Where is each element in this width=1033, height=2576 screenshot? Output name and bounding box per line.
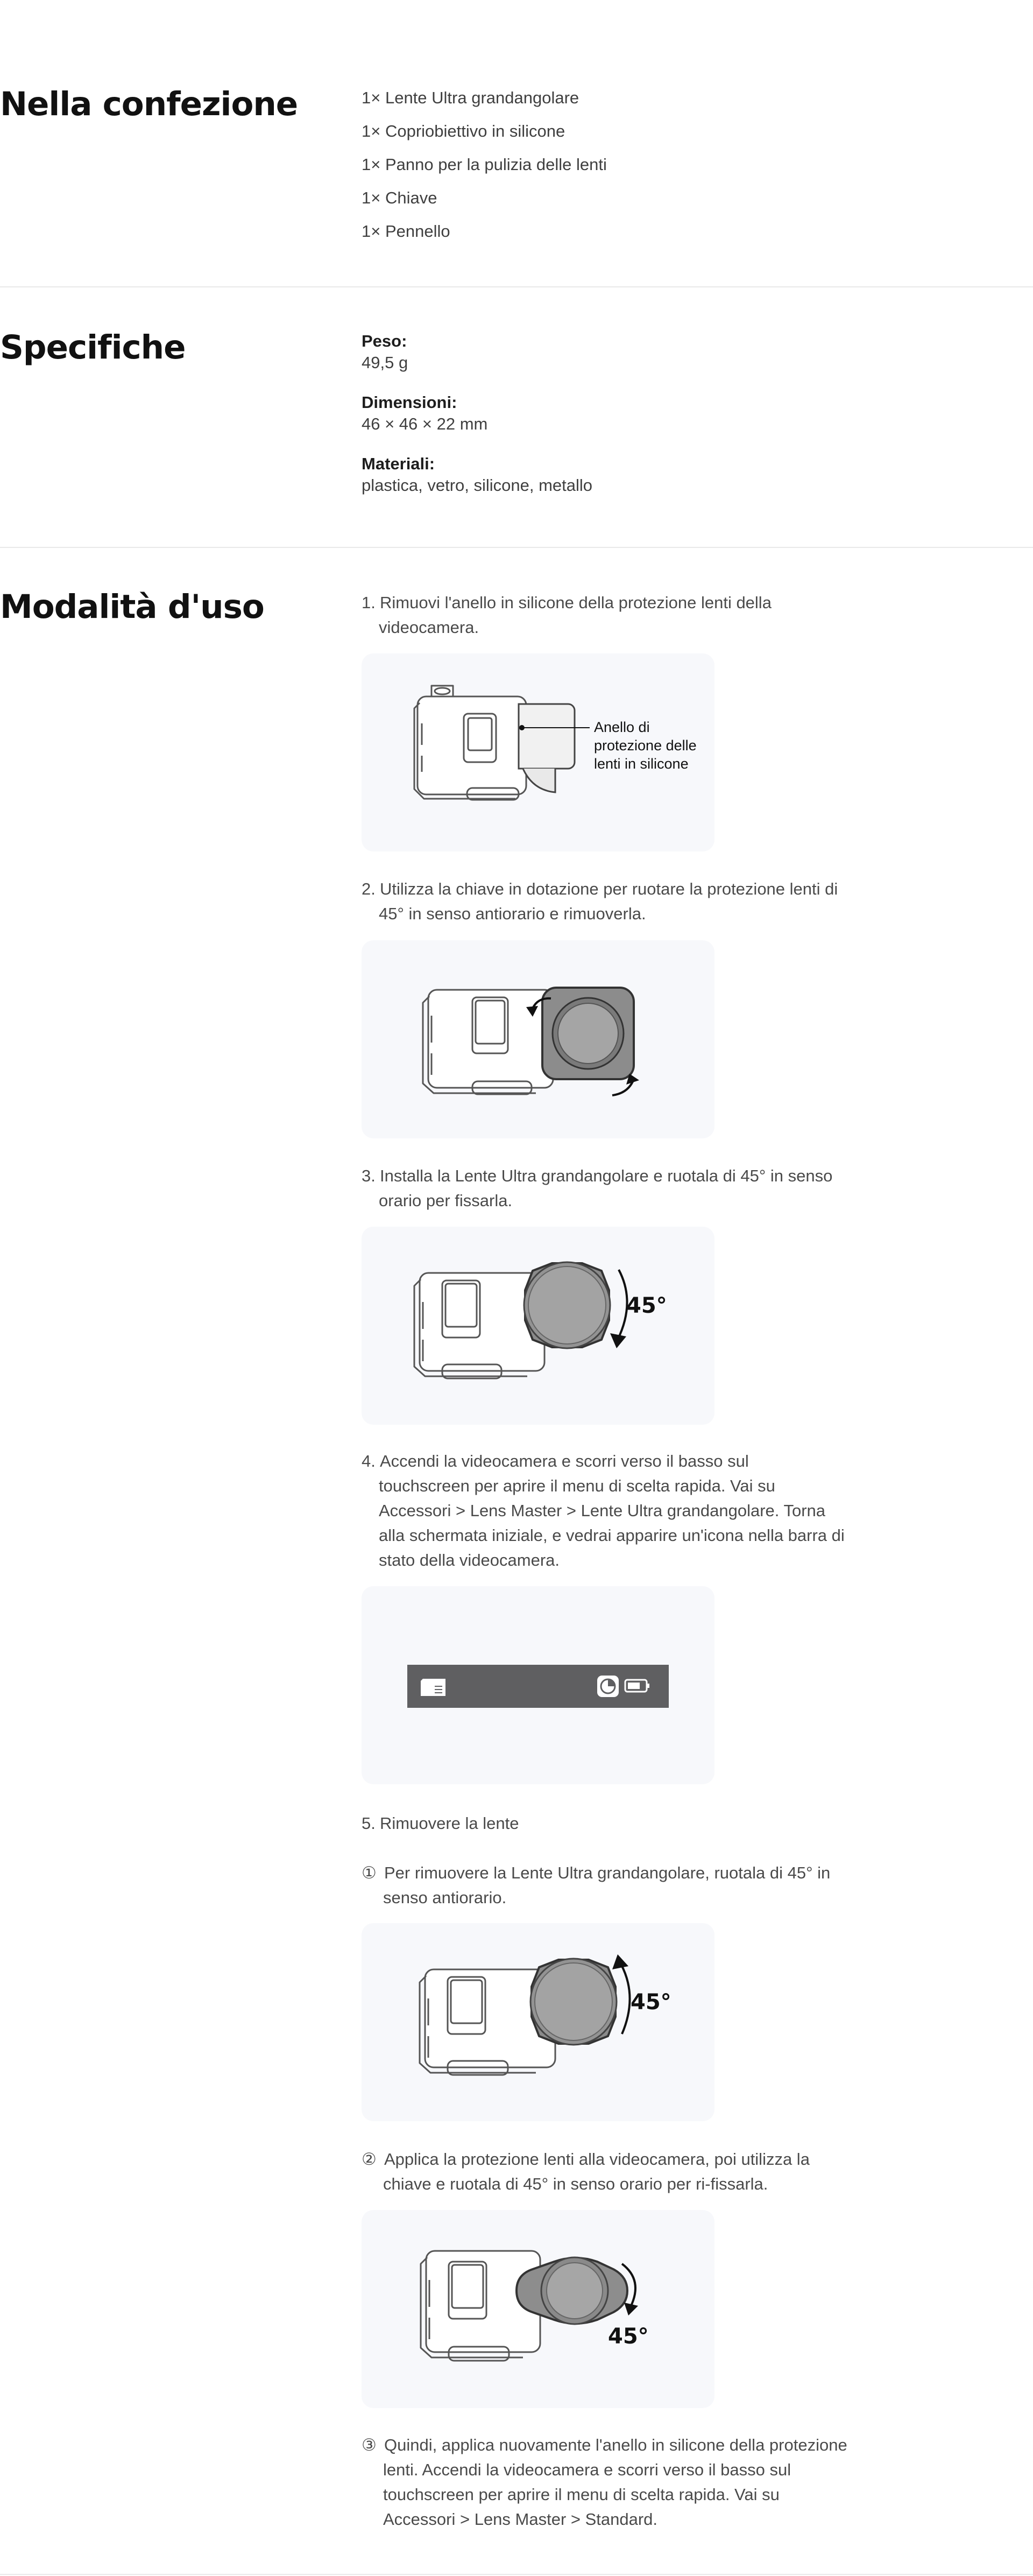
step-line: stato della videocamera. — [379, 1551, 560, 1569]
step-line: Accendi la videocamera e scorri verso il basso sul — [380, 1452, 749, 1470]
weight-label: Peso: — [362, 332, 407, 350]
install-wide-angle-lens-drawing — [362, 1227, 714, 1425]
step-3-text — [362, 1164, 862, 1213]
substep-3-text — [362, 2433, 862, 2532]
remove-wide-angle-lens-drawing — [362, 1923, 714, 2121]
usage-title: Modalità d'uso — [0, 588, 264, 626]
list-item: 1× Panno per la pulizia delle lenti — [362, 155, 607, 174]
step-line: Applica la protezione lenti alla videocamera, poi utilizza la — [384, 2150, 810, 2169]
list-item: 1× Pennello — [362, 222, 450, 241]
materials-value: plastica, vetro, silicone, metallo — [362, 476, 593, 495]
box-contents-title: Nella confezione — [0, 85, 298, 123]
step-line: Per rimuovere la Lente Ultra grandangolare, ruotala di 45° in — [384, 1863, 831, 1882]
specs-list — [362, 330, 878, 515]
step-line: senso antiorario. — [383, 1888, 507, 1907]
step-line: Utilizza la chiave in dotazione per ruotare la protezione lenti di — [380, 879, 838, 898]
step-line: touchscreen per aprire il menu di scelta rapida. Vai su — [379, 1476, 775, 1495]
substep-1-text — [362, 1861, 862, 1910]
angle-label: 45° — [626, 1293, 667, 1318]
step-5-text — [362, 1811, 862, 1836]
substep-number: ③ — [362, 2436, 377, 2454]
substep-number: ② — [362, 2150, 377, 2169]
step-number: 5. — [362, 1814, 376, 1833]
step-number: 1. — [362, 593, 376, 612]
wide-angle-lens-status-icon — [597, 1676, 619, 1697]
step-1-text — [362, 590, 862, 640]
sd-card-icon — [421, 1679, 445, 1696]
step-line: Rimuovi l'anello in silicone della protezione lenti della — [380, 593, 772, 612]
step-4-text — [362, 1449, 862, 1573]
step-line: videocamera. — [379, 618, 479, 637]
step-number: 3. — [362, 1166, 376, 1185]
dimensions-value: 46 × 46 × 22 mm — [362, 414, 488, 433]
step-line: lenti. Accendi la videocamera e scorri verso il basso sul — [383, 2460, 791, 2479]
callout-line: protezione delle — [594, 737, 697, 754]
step-line: 45° in senso antiorario e rimuoverla. — [379, 904, 646, 923]
step-line: Installa la Lente Ultra grandangolare e ruotala di 45° in senso — [380, 1166, 833, 1185]
dimensions-label: Dimensioni: — [362, 393, 457, 412]
refit-lens-protector-drawing — [362, 2210, 714, 2408]
angle-label: 45° — [608, 2324, 649, 2349]
silicone-ring-callout — [594, 718, 697, 773]
step-line: Rimuovere la lente — [380, 1814, 519, 1833]
section-divider — [0, 547, 1033, 548]
specs-section — [0, 287, 1033, 547]
section-divider — [0, 2574, 1033, 2575]
step-2-text — [362, 877, 862, 926]
callout-line: lenti in silicone — [594, 756, 689, 772]
substep-2-illustration — [362, 2210, 714, 2408]
step-line: orario per fissarla. — [379, 1191, 513, 1210]
step-3-illustration — [362, 1227, 714, 1425]
step-number: 4. — [362, 1452, 376, 1470]
list-item: 1× Copriobiettivo in silicone — [362, 122, 565, 140]
list-item: 1× Chiave — [362, 188, 437, 207]
specs-title: Specifiche — [0, 328, 186, 367]
step-line: alla schermata iniziale, e vedrai apparire un'icona nella barra di — [379, 1526, 845, 1545]
step-2-illustration — [362, 940, 714, 1138]
step-1-illustration — [362, 653, 714, 851]
step-4-illustration — [362, 1586, 714, 1784]
step-line: Accessori > Lens Master > Lente Ultra grandangolare. Torna — [379, 1501, 826, 1520]
step-line: Accessori > Lens Master > Standard. — [383, 2510, 658, 2529]
box-contents-section — [0, 0, 1033, 287]
substep-1-illustration — [362, 1923, 714, 2121]
step-line: Quindi, applica nuovamente l'anello in silicone della protezione — [384, 2436, 847, 2454]
step-line: chiave e ruotala di 45° in senso orario per ri-fissarla. — [383, 2174, 768, 2193]
list-item: 1× Lente Ultra grandangolare — [362, 88, 579, 107]
callout-line: Anello di — [594, 719, 650, 735]
step-line: touchscreen per aprire il menu di scelta rapida. Vai su — [383, 2485, 780, 2504]
remove-lens-protector-drawing — [362, 940, 714, 1138]
angle-label: 45° — [631, 1990, 671, 2015]
box-contents-list — [362, 87, 878, 254]
step-number: 2. — [362, 879, 376, 898]
camera-status-bar-drawing — [362, 1586, 714, 1784]
weight-value: 49,5 g — [362, 353, 408, 372]
substep-number: ① — [362, 1863, 377, 1882]
substep-2-text — [362, 2147, 862, 2197]
materials-label: Materiali: — [362, 454, 435, 473]
